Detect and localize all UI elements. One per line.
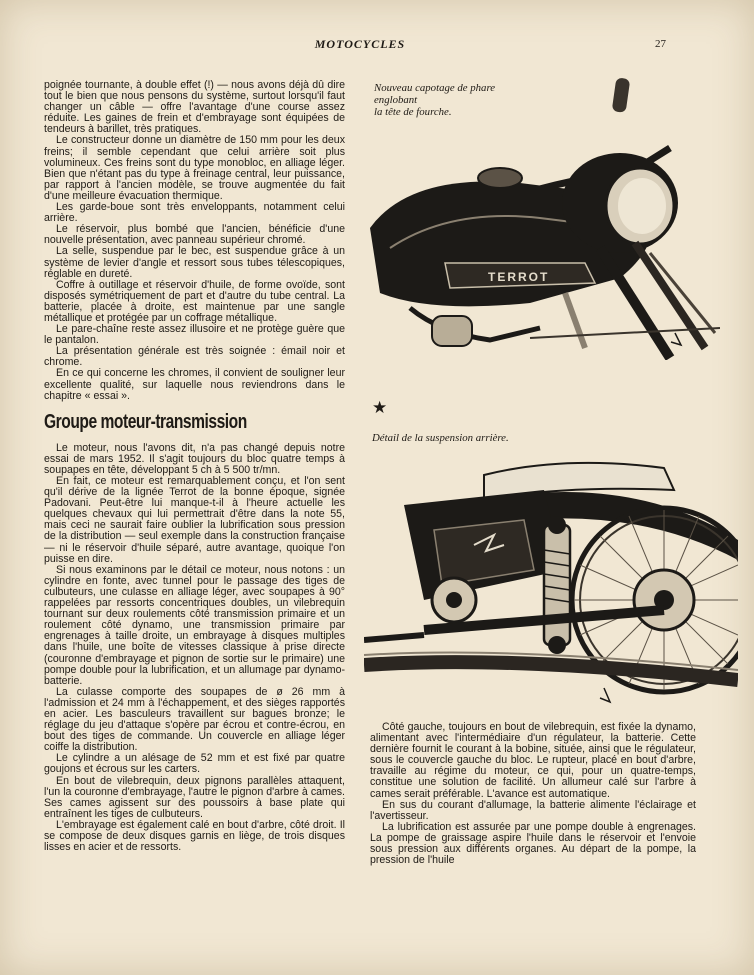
paragraph: Si nous examinons par le détail ce moteur, nous notons : un cylindre en fonte, avec tunnel pour le passage des tiges de culbuteurs, une culasse en alliage léger, avec soupapes à 90° rappelées par ressorts concentriques doubles, un vilebrequin tournant sur deux roulements côté transmission primaire et un roulement côté dynamo, une transmission primaire par engrenages à taille droite, un embrayage à disques multiples dans l'huile, une boîte de vitesses classique à prise directe (couronne d'embrayage et pignon de sortie sur le primaire) une pompe double pour la lubrification, et un allumage par dynamo-batterie.: [44, 563, 345, 687]
caption-line: Nouveau capotage de phare: [374, 82, 496, 94]
tank-lettering: TERROT: [488, 270, 550, 284]
left-column: [44, 80, 345, 853]
paragraph: Le pare-chaîne reste assez illusoire et ne protège guère que le pantalon.: [44, 323, 345, 347]
paragraph: En fait, ce moteur est remarquablement conçu, et l'on sent qu'il dérive de la lignée Terrot de la bonne époque, signée Padovani. Peut-être lui manque-t-il à l'heure actuelle les quelques chevaux qui lui permettrait d'être dans la note 55, mais ceci ne saurait faire oublier la lubrification sous pression de la distribution — seul exemple dans la construction française — ni le réservoir d'huile séparé, autre avantage, quoique l'on puisse en dire.: [44, 475, 345, 565]
paragraph: La culasse comporte des soupapes de ø 26 mm à l'admission et 24 mm à l'échappement, et des sièges rapportés en acier. Les basculeurs travaillent sur bagues bronze; le réglage du jeu d'attaque s'opère par écrou et contre-écrou, en bout des tiges de commande. Un couvercle en alliage léger coiffe la distribution.: [44, 685, 345, 754]
caption-top: [374, 82, 554, 118]
caption-bottom: Détail de la suspension arrière.: [372, 432, 509, 444]
rear-suspension-illustration: [364, 450, 738, 718]
star-ornament: ★: [372, 398, 388, 417]
page-number: 27: [655, 38, 666, 50]
paragraph: Le moteur, nous l'avons dit, n'a pas changé depuis notre essai de mars 1952. Il s'agit toujours du bloc quatre temps à soupapes en tête, développant 5 ch à 5 500 tr/mn.: [44, 441, 345, 476]
headlight-fairing-illustration: [370, 78, 720, 360]
running-title: MOTOCYCLES: [314, 37, 406, 51]
section-heading: Groupe moteur-transmission: [44, 410, 247, 433]
paragraph: Les garde-boue sont très enveloppants, notamment celui arrière.: [44, 201, 345, 225]
caption-line: la tête de fourche.: [374, 106, 452, 118]
paragraph: L'embrayage est également calé en bout d'arbre, côté droit. Il se compose de deux disques garnis en liège, de trois disques lisses en acier et de ressorts.: [44, 818, 345, 854]
paragraph: Coffre à outillage et réservoir d'huile, de forme ovoïde, sont disposés symétriquement de part et d'autre du tube central. La batterie, placée à droite, est maintenue par une sangle métallique et protégée par un coffrage métallique.: [44, 278, 345, 324]
right-column: [370, 722, 696, 866]
paragraph: En ce qui concerne les chromes, il convient de souligner leur excellente qualité, sur laquelle nous reviendrons dans le chapitre « essai ».: [44, 367, 345, 402]
paragraph: La selle, suspendue par le bec, est suspendue grâce à un système de levier d'angle et ressort sous tubes télescopiques, réglable en dureté.: [44, 245, 345, 280]
paragraph: La lubrification est assurée par une pompe double à engrenages. La pompe de graissage aspire l'huile dans le réservoir et l'envoie sous pression aux différents organes. Au départ de la pompe, la pression de l'huile: [370, 820, 696, 867]
paragraph: poignée tournante, à double effet (!) — nous avons déjà dû dire tout le bien que nous pensons du système, surtout lorsqu'il faut changer un câble — offre l'avantage d'une course assez réduite. Les gaines de frein et d'embrayage sont équipées de tendeurs à barillet, très pratiques.: [44, 79, 345, 136]
paragraph: En bout de vilebrequin, deux pignons parallèles attaquent, l'un la couronne d'embrayage, l'autre le pignon d'arbre à cames. Ses cames agissent sur des poussoirs à base plate qui entraînent les tiges de culbuteurs.: [44, 774, 345, 820]
paragraph: En sus du courant d'allumage, la batterie alimente l'éclairage et l'avertisseur.: [370, 798, 696, 822]
paragraph: Côté gauche, toujours en bout de vilebrequin, est fixée la dynamo, alimentant avec l'intermédiaire d'un régulateur, la batterie. Cette dernière fournit le courant à la bobine, située, ainsi que le régulateur, sous le couvercle gauche du bloc. Le rupteur, placé en bout d'arbre, travaille au régime du moteur, ce qui, pour un quatre-temps, constitue une solution de facilité. Un allumeur calé sur l'arbre à cames serait préférable. L'avance est automatique.: [370, 721, 696, 800]
paragraph: Le constructeur donne un diamètre de 150 mm pour les deux freins; il semble cependant que celui arrière soit plus volumineux. Ces freins sont du type monobloc, en alliage léger. Bien que n'étant pas du type à freinage central, leur puissance, par rapport à l'ancien modèle, se trouve augmentée du fait d'une meilleure évacuation thermique.: [44, 134, 345, 202]
paragraph: La présentation générale est très soignée : émail noir et chrome.: [44, 345, 345, 369]
paragraph: Le cylindre a un alésage de 52 mm et est fixé par quatre goujons et écrous sur les carters.: [44, 752, 345, 776]
paragraph: Le réservoir, plus bombé que l'ancien, bénéficie d'une nouvelle présentation, avec panneau supérieur chromé.: [44, 223, 345, 247]
caption-line: englobant: [374, 94, 418, 106]
